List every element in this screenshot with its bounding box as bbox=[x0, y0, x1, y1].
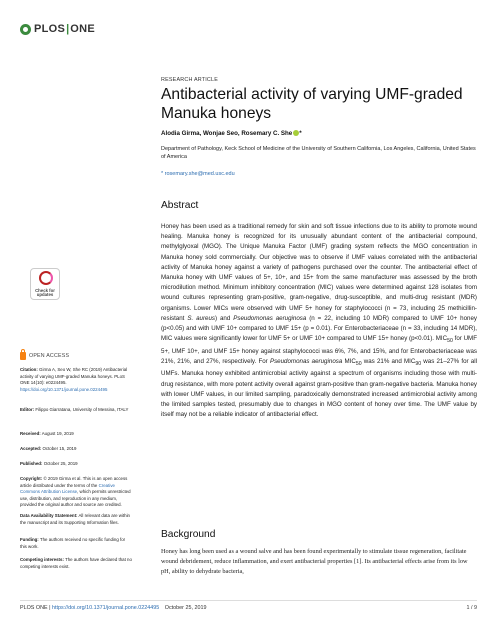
footer-left bbox=[20, 605, 206, 611]
logo-separator: | bbox=[66, 23, 70, 35]
competing-interests-text: The authors have declared that no competing interests exist. bbox=[20, 557, 132, 569]
abstract-text-3: (n = 22, including 10 MDR) compared to UMF 10+ honey (p<0.05) and with UMF 10+ compared to UMF 15+ (p = 0.01). For Enterobacteriaceae (n = 33, including 14 MDR), MIC values were significantly lower for UMF 5+ or UMF 10+ compared to UMF 15+ honey (p<0.01). MIC bbox=[161, 314, 477, 343]
funding-label: Funding: bbox=[20, 537, 39, 542]
subscript-90: 90 bbox=[415, 361, 422, 368]
check-for-updates-badge[interactable] bbox=[30, 268, 60, 300]
copyright-block bbox=[20, 476, 132, 509]
abstract-paragraph bbox=[161, 222, 477, 420]
subscript-50: 50 bbox=[447, 338, 453, 345]
background-heading: Background bbox=[161, 529, 216, 540]
copyright-text: © 2019 Girma et al. This is an open access article distributed under the terms of the bbox=[20, 476, 128, 488]
received-label: Received: bbox=[20, 431, 41, 436]
copyright-text-end: , which permits unrestricted use, distribution, and reproduction in any medium, provided the original author and source are credited. bbox=[20, 489, 131, 508]
data-availability-text: All relevant data are within the manuscript and its Supporting Information files. bbox=[20, 513, 130, 525]
funding-block bbox=[20, 537, 132, 550]
journal-logo[interactable] bbox=[20, 22, 95, 36]
editor-text: Filippo Giarratana, University of Messina, ITALY bbox=[35, 407, 129, 412]
footer-separator: | bbox=[49, 605, 51, 611]
published-block bbox=[20, 461, 132, 468]
abstract-text-7: was 21–27% for all UMFs. Manuka honey exhibited antimicrobial activity against a spectrum of organisms including those with multi-drug resistance, with more potent activity overall against gram-positive than gram-negative bacteria. Manuka honey with lower UMF values, in our limited sampling, paradoxically demonstrated increased antimicrobial activity among the limited samples tested, presumably due to changes in MGO content of honey over time. The UMF value by itself may not be a reliable indicator of antibacterial effect. bbox=[161, 357, 477, 419]
abstract-text-1: Honey has been used as a traditional remedy for skin and soft tissue infections due to its ability to promote wound healing. Manuka honey is recognized for its unusually abundant content of the antibacterial compound, methylglyoxal (MGO). The Unique Manuka Factor (UMF) grading system reflects the MGO concentration in Manuka honey sold commercially. Our objective was to observe if UMF values correlated with the antibacterial activity of Manuka honey against a variety of pathogens purchased over the counter. The antibacterial effect of Manuka honey with UMF values of 5+, 10+, and 15+ from the same manufacturer was assessed by the broth microdilution method. Minimum inhibitory concentration (MIC) values were determined against 128 isolates from wound cultures representing gram-positive, gram-negative, drug-susceptible, and multi-drug resistant (MDR) organisms. Lower MICs were observed with UMF 5+ honey for staphylococci (n = 73, including 25 methicillin-resistant bbox=[161, 223, 477, 322]
footer-divider bbox=[20, 600, 477, 601]
affiliation: Department of Pathology, Keck School of Medicine of the University of Southern California, Los Angeles, California, United States of America bbox=[161, 146, 476, 160]
logo-text-one: ONE bbox=[70, 23, 95, 35]
footer-journal: PLOS ONE bbox=[20, 605, 48, 611]
logo-text-plos: PLOS bbox=[34, 23, 66, 35]
editor-label: Editor: bbox=[20, 407, 35, 412]
page-number: 1 / 9 bbox=[466, 605, 477, 611]
published-label: Published: bbox=[20, 461, 43, 466]
badge-updates-text: updates bbox=[36, 292, 54, 298]
open-access-label: OPEN ACCESS bbox=[29, 352, 70, 359]
footer-date: October 25, 2019 bbox=[164, 605, 207, 611]
organism-s-aureus: S. aureus bbox=[187, 314, 215, 322]
article-title: Antibacterial activity of varying UMF-graded Manuka honeys bbox=[161, 86, 463, 122]
received-date: August 19, 2019 bbox=[41, 431, 74, 436]
page-footer bbox=[20, 605, 477, 611]
badge-check-text: Check for bbox=[35, 287, 55, 293]
data-availability-label: Data Availability Statement: bbox=[20, 513, 78, 518]
abstract-text-5: MIC bbox=[344, 357, 356, 365]
abstract-body bbox=[161, 222, 477, 420]
author-names: Alodia Girma, Wonjae Seo, Rosemary C. She bbox=[161, 130, 293, 137]
accepted-label: Accepted: bbox=[20, 446, 42, 451]
organism-p-aeruginosa: Pseudomonas aeruginosa bbox=[233, 314, 307, 322]
author-list bbox=[161, 130, 477, 137]
organism-p-aeruginosa-2: Pseudomonas aeruginosa bbox=[269, 357, 343, 365]
copyright-label: Copyright: bbox=[20, 476, 43, 481]
article-type-label: RESEARCH ARTICLE bbox=[161, 77, 219, 83]
accepted-block bbox=[20, 446, 132, 453]
footer-doi-link[interactable]: https://doi.org/10.1371/journal.pone.0224495 bbox=[51, 605, 160, 611]
received-block bbox=[20, 431, 132, 438]
open-lock-icon bbox=[20, 352, 26, 360]
corresponding-email[interactable]: * rosemary.she@med.usc.edu bbox=[161, 171, 235, 177]
abstract-text-4: for UMF 5+, UMF 10+, and UMF 15+ honey against staphylococci was 6%, 7%, and 15%, and for Enterobacteriaceae was 21%, 21%, and 27%, respectively. For bbox=[161, 335, 477, 365]
open-access-badge bbox=[20, 352, 132, 360]
accepted-date: October 15, 2019 bbox=[42, 446, 77, 451]
abstract-heading: Abstract bbox=[161, 200, 199, 211]
data-availability-block bbox=[20, 513, 132, 526]
citation-text: Girma A, Seo W, She RC (2019) Antibacterial activity of varying UMF-graded Manuka honeys. PLoS ONE 14(10): e0224495. bbox=[20, 367, 128, 386]
citation-block bbox=[20, 367, 132, 393]
funding-text: The authors received no specific funding for this work. bbox=[20, 537, 126, 549]
abstract-text-6: was 21% and MIC bbox=[363, 357, 416, 365]
corresponding-mark: * bbox=[299, 130, 302, 137]
abstract-text-2: ) and bbox=[215, 314, 231, 322]
citation-doi-link[interactable]: https://doi.org/10.1371/journal.pone.0224495 bbox=[20, 386, 108, 392]
published-date: October 25, 2019 bbox=[43, 461, 78, 466]
license-link[interactable]: Creative Commons Attribution License bbox=[20, 482, 115, 495]
crossmark-icon bbox=[39, 271, 53, 285]
citation-label: Citation: bbox=[20, 367, 38, 372]
competing-interests-label: Competing interests: bbox=[20, 557, 64, 562]
plos-logo-icon bbox=[20, 24, 31, 35]
background-text: Honey has long been used as a wound salve and has been found experimentally to stimulate tissue regeneration, facilitate wound debridement, reduce inflammation, and exert antibacterial properties [1]. Its antibacterial effects arise from its low pH, ability to dehydrate bacteria, bbox=[161, 548, 468, 576]
editor-block bbox=[20, 407, 132, 414]
subscript-50-b: 50 bbox=[355, 361, 362, 368]
competing-interests-block bbox=[20, 557, 132, 570]
